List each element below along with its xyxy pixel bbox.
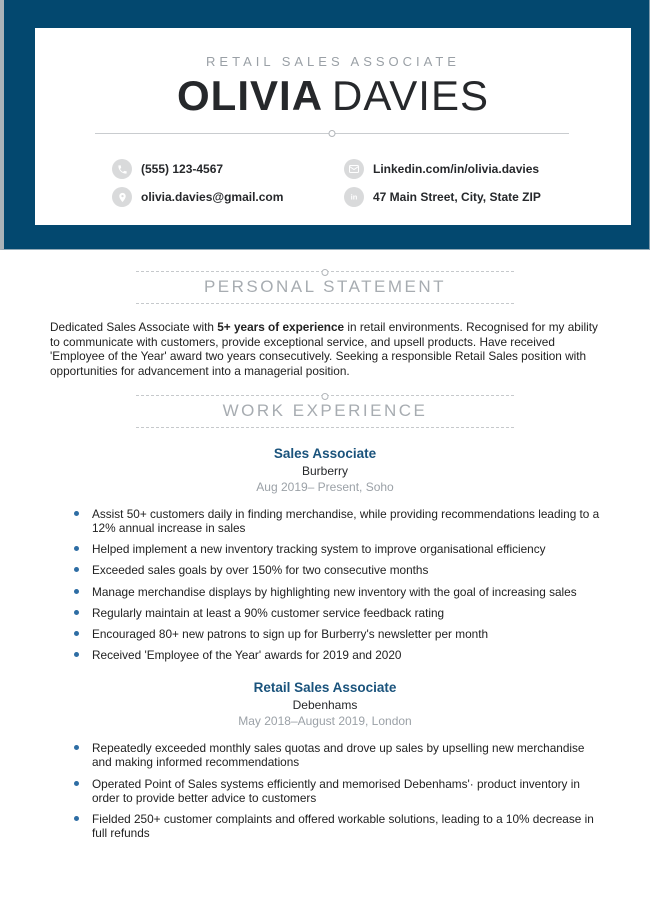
bullet-text: Manage merchandise displays by highlighting new inventory with the goal of increasing sales	[92, 584, 577, 599]
divider-circle-icon	[322, 269, 329, 276]
list-item	[50, 741, 600, 769]
personal-statement-text	[50, 320, 600, 379]
header-card	[35, 28, 631, 225]
resume-body	[0, 271, 650, 840]
heading-bottom-line	[136, 427, 514, 428]
bullet-text: Repeatedly exceeded monthly sales quotas and drove up sales by upselling new merchandise and making informed recommendations	[92, 741, 585, 770]
list-item	[50, 563, 600, 577]
bullet-icon	[74, 816, 79, 821]
envelope-icon	[344, 159, 364, 179]
job-title: Sales Associate	[273, 445, 377, 461]
header-band	[0, 0, 650, 250]
bullet-text: Assist 50+ customers daily in finding merchandise, while providing recommendations leading to a 12% annual increase in sales	[92, 506, 600, 536]
list-item	[50, 606, 600, 620]
section-title: WORK EXPERIENCE	[222, 400, 428, 420]
bullet-text: Fielded 250+ customer complaints and offered workable solutions, leading to a 10% decrease in full refunds	[92, 811, 594, 840]
contact-email	[112, 187, 344, 207]
section-work-experience	[50, 395, 600, 840]
bullet-text: Regularly maintain at least a 90% customer service feedback rating	[92, 605, 445, 620]
bullet-text: Received 'Employee of the Year' awards for 2019 and 2020	[92, 648, 402, 663]
phone-value: (555) 123-4567	[141, 162, 224, 176]
phone-icon	[112, 159, 132, 179]
list-item	[50, 812, 600, 840]
bullet-icon	[74, 745, 79, 750]
job-bullet-list	[50, 741, 600, 840]
list-item	[50, 777, 600, 805]
bullet-text: Encouraged 80+ new patrons to sign up for Burberry's newsletter per month	[92, 626, 489, 641]
bullet-text: Helped implement a new inventory tracking system to improve organisational efficiency	[92, 542, 546, 557]
bullet-icon	[74, 511, 79, 516]
list-item	[50, 585, 600, 599]
section-heading	[136, 271, 514, 304]
job-date: Aug 2019– Present, Soho	[256, 479, 394, 494]
last-name: DAVIES	[332, 72, 489, 119]
statement-bold: 5+ years of experience	[217, 320, 345, 334]
linkedin-url-value: Linkedin.com/in/olivia.davies	[373, 162, 540, 176]
section-personal-statement	[50, 271, 600, 379]
bullet-icon	[74, 631, 79, 636]
contact-address	[344, 187, 631, 207]
candidate-name	[35, 73, 631, 119]
bullet-icon	[74, 610, 79, 615]
job-company: Debenhams	[292, 698, 358, 713]
job-date: May 2018–August 2019, London	[238, 714, 412, 729]
bullet-icon	[74, 546, 79, 551]
bullet-text: Exceeded sales goals by over 150% for two consecutive months	[92, 563, 429, 578]
statement-after: in retail environments. Recognised for my ability to communicate with customers, provide exceptional service, and upsell products. Have received 'Employee of the Year' award two years consecutively. Seeking a responsible Retail Sales position with opportunities for advancement into a managerial position.	[50, 320, 598, 379]
divider-circle-icon	[329, 130, 336, 137]
heading-top-line	[136, 395, 514, 396]
job-company: Burberry	[301, 463, 348, 478]
job-title: Retail Sales Associate	[253, 680, 397, 696]
bullet-icon	[74, 652, 79, 657]
section-title: PERSONAL STATEMENT	[203, 277, 447, 296]
list-item	[50, 627, 600, 641]
contact-phone	[112, 159, 344, 179]
bullet-text: Operated Point of Sales systems efficiently and memorised Debenhams'· product inventory in order to provide better advice to customers	[92, 776, 580, 805]
bullet-icon	[74, 589, 79, 594]
job-entry-burberry	[50, 446, 600, 662]
heading-bottom-line	[136, 303, 514, 304]
bullet-icon	[74, 781, 79, 786]
list-item	[50, 648, 600, 662]
section-heading	[136, 395, 514, 428]
list-item	[50, 507, 600, 535]
linkedin-icon	[344, 187, 364, 207]
job-entry-debenhams	[50, 680, 600, 840]
address-value: 47 Main Street, City, State ZIP	[373, 190, 541, 204]
heading-top-line	[136, 271, 514, 272]
svg-text:in: in	[350, 192, 358, 202]
list-item	[50, 542, 600, 556]
statement-before: Dedicated Sales Associate with	[50, 320, 218, 334]
first-name: OLIVIA	[177, 72, 324, 119]
job-tagline: RETAIL SALES ASSOCIATE	[206, 54, 460, 69]
job-bullet-list	[50, 507, 600, 662]
contact-grid	[112, 159, 631, 207]
bullet-icon	[74, 567, 79, 572]
contact-linkedin-url	[344, 159, 631, 179]
name-divider	[95, 133, 569, 134]
email-value: olivia.davies@gmail.com	[141, 190, 284, 204]
divider-circle-icon	[322, 393, 329, 400]
location-pin-icon	[112, 187, 132, 207]
